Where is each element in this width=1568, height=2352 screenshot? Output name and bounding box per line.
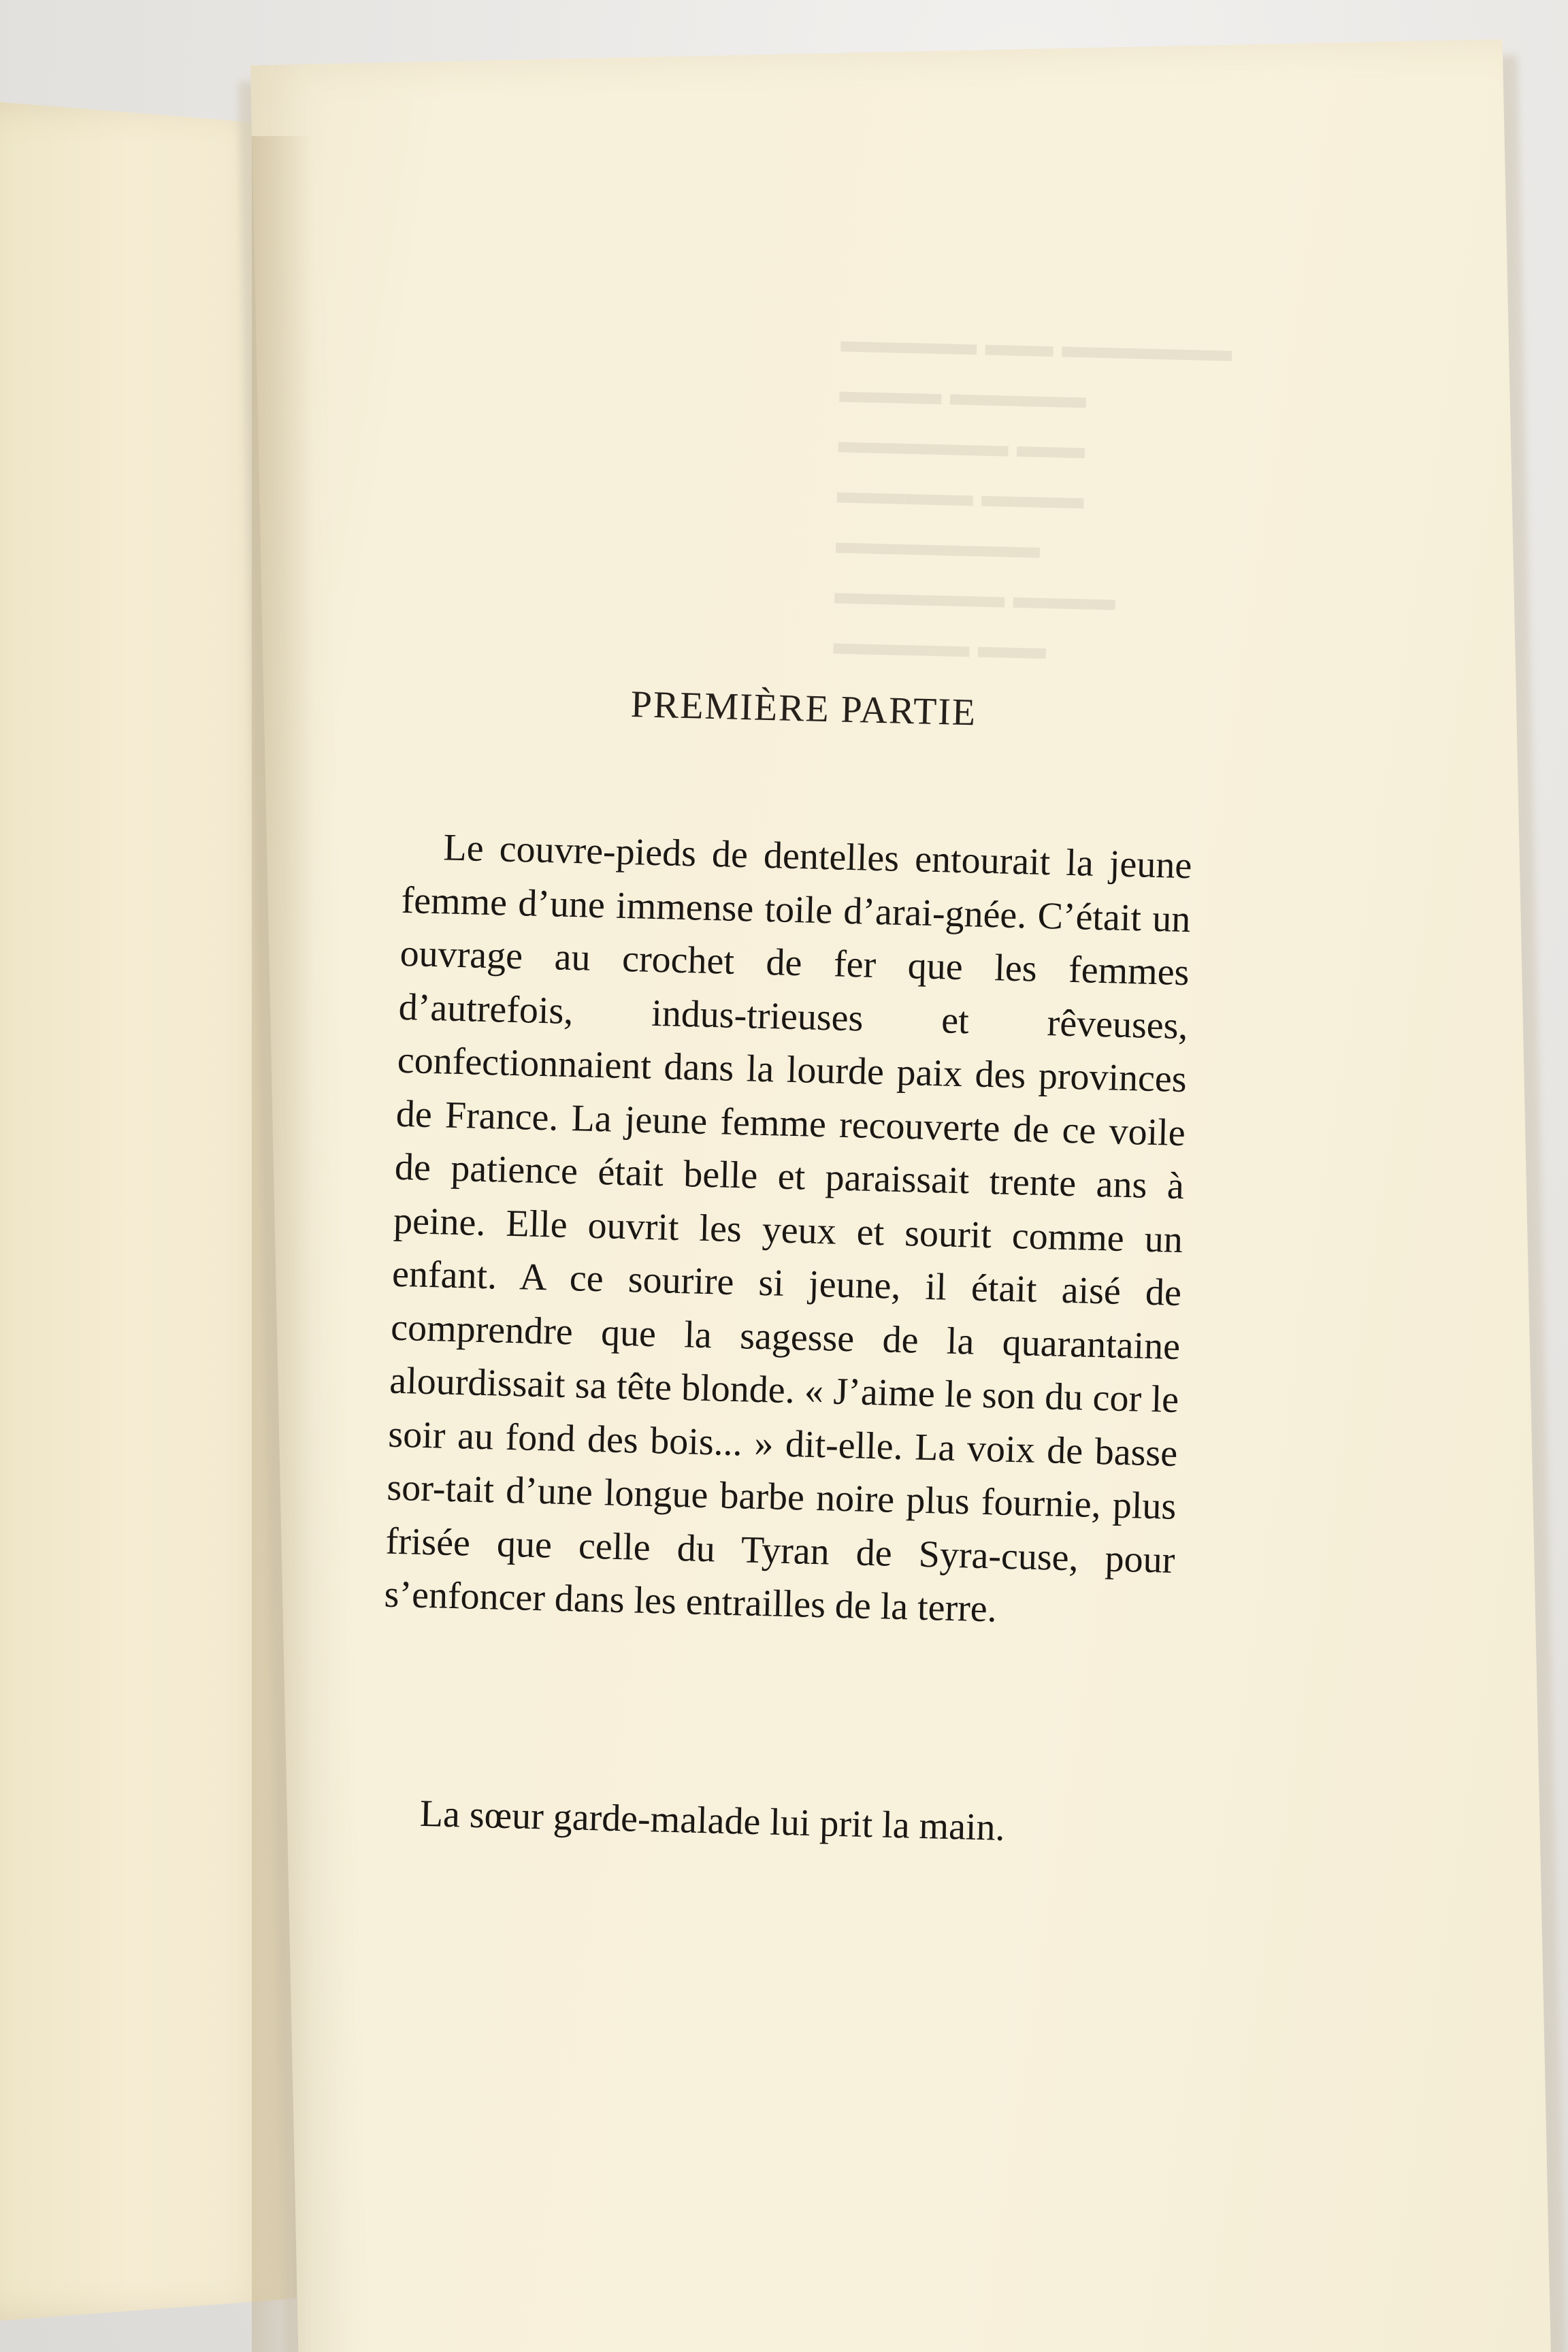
body-paragraph: Le couvre-pieds de dentelles entourait la jeune femme d’une immense toile d’arai-gnée. C’était un ouvrage au crochet de fer que les femmes d’autrefois, indus-trieuses et rêveuses, confectionnaient dans la lourde paix des provinces de France. La jeune femme recouverte de ce voile de patience était belle et paraissait trente ans à peine. Elle ouvrit les yeux et sourit comme un enfant. A ce sourire si jeune, il était aisé de comprendre que la sagesse de la quarantaine alourdissait sa tête blonde. « J’aime le son du cor le soir au fond des bois... » dit-elle. La voix de basse sor-tait d’une longue barbe noire plus fournie, plus frisée que celle du Tyran de Syra-cuse, pour s’enfoncer dans les entrailles de la terre. <box>383 826 1193 1631</box>
book-gutter <box>252 136 313 2352</box>
closing-line: La sœur garde-malade lui prit la main. <box>419 1792 1006 1849</box>
chapter-title: PREMIÈRE PARTIE <box>630 683 977 734</box>
show-through-text: ▬▬▬▬ ▬▬ ▬▬▬▬▬ ▬▬▬ ▬▬▬▬ ▬▬▬▬▬ ▬▬ ▬▬▬▬ ▬▬▬ ▬▬▬▬▬▬ ▬▬▬▬▬ ▬▬▬ ▬▬▬▬ ▬▬ <box>832 321 1233 666</box>
